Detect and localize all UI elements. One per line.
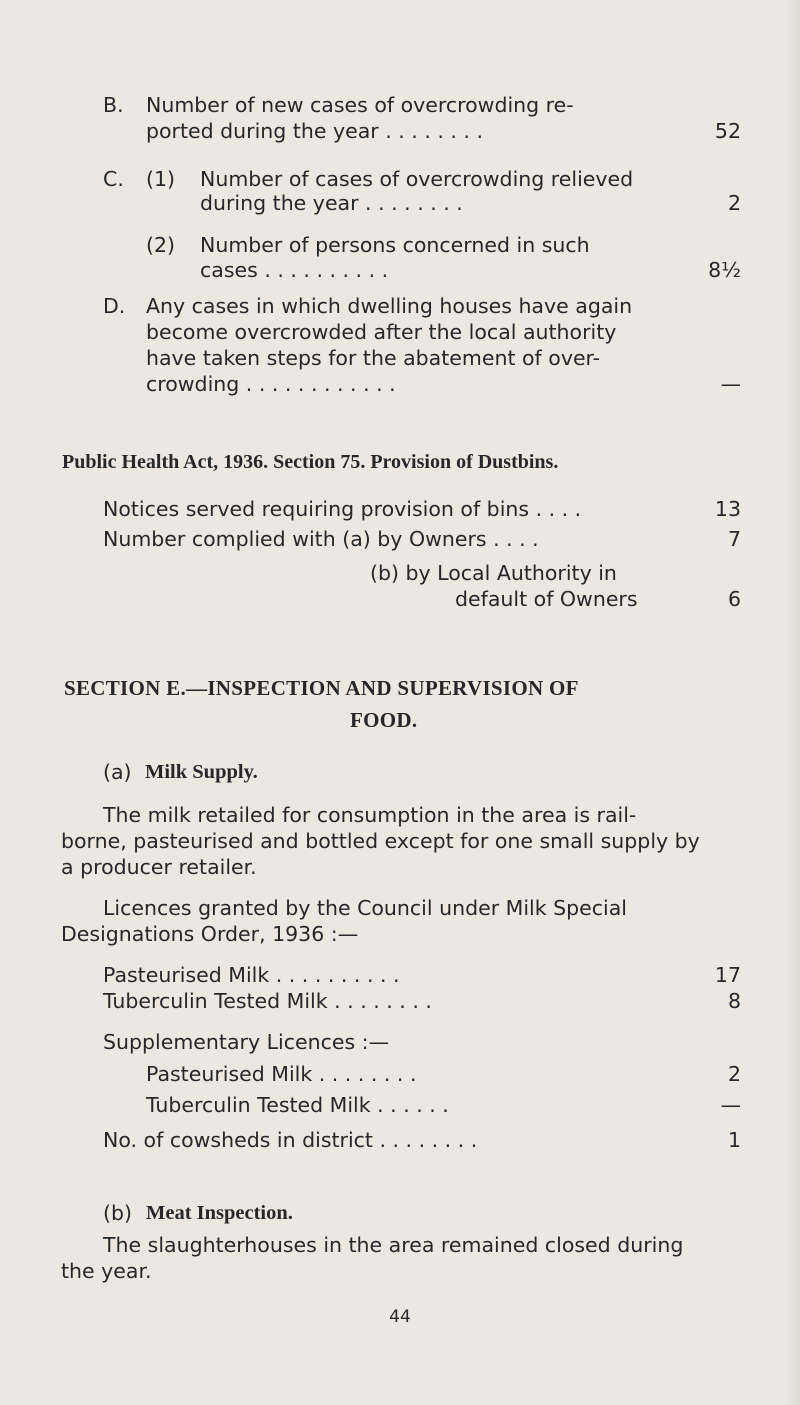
page-number: 44 [389, 1307, 411, 1327]
milk-label: (a) [103, 760, 132, 784]
section-e-title-line1: SECTION E.—INSPECTION AND SUPERVISION OF [64, 676, 579, 700]
section-e-title-line2: FOOD. [350, 708, 418, 732]
tuberculin-value: 8 [727, 989, 741, 1013]
item-d-value: — [720, 372, 741, 396]
item-d-line3: have taken steps for the abatement of over- [146, 346, 601, 370]
page-edge-shadow [786, 0, 800, 1405]
sup-tuberculin-value: — [720, 1093, 741, 1117]
tuberculin-label: Tuberculin Tested Milk . . . . . . . . [103, 989, 432, 1013]
item-d-line2: become overcrowded after the local authority [146, 320, 617, 344]
item-b-letter: B. [103, 93, 124, 117]
dustbins-heading: Public Health Act, 1936. Section 75. Provision of Dustbins. [62, 451, 559, 473]
authority-line1: (b) by Local Authority in [370, 561, 617, 585]
notices-value: 13 [714, 497, 741, 521]
meat-para-line2: the year. [61, 1259, 152, 1283]
item-c2-line2: cases . . . . . . . . . . [200, 258, 389, 282]
item-c-letter: C. [103, 167, 124, 191]
licence-line1: Licences granted by the Council under Milk Special [103, 896, 627, 920]
item-d-line4: crowding . . . . . . . . . . . . [146, 372, 396, 396]
meat-para-line1: The slaughterhouses in the area remained closed during [103, 1233, 684, 1257]
item-c1-number: (1) [146, 167, 176, 191]
item-c2-value: 8½ [708, 258, 741, 282]
milk-heading: Milk Supply. [145, 761, 258, 783]
notices-label: Notices served requiring provision of bins . . . . [103, 497, 582, 521]
milk-para-line3: a producer retailer. [61, 855, 257, 879]
item-b-line1: Number of new cases of overcrowding re- [146, 93, 574, 117]
item-c1-line1: Number of cases of overcrowding relieved [200, 167, 634, 191]
authority-value: 6 [727, 587, 741, 611]
pasteurised-value: 17 [714, 963, 741, 987]
cowsheds-value: 1 [727, 1128, 741, 1152]
milk-para-line2: borne, pasteurised and bottled except for one small supply by [61, 829, 700, 853]
item-c1-line2: during the year . . . . . . . . [200, 191, 463, 215]
supplementary-label: Supplementary Licences :— [103, 1030, 390, 1054]
item-b-line2: ported during the year . . . . . . . . [146, 119, 483, 143]
item-d-line1: Any cases in which dwelling houses have again [146, 294, 633, 318]
pasteurised-label: Pasteurised Milk . . . . . . . . . . [103, 963, 400, 987]
item-b-value: 52 [714, 119, 741, 143]
item-c1-value: 2 [727, 191, 741, 215]
item-d-letter: D. [103, 294, 126, 318]
owners-value: 7 [727, 527, 741, 551]
milk-para-line1: The milk retailed for consumption in the area is rail- [103, 803, 637, 827]
sup-pasteurised-value: 2 [727, 1062, 741, 1086]
sup-pasteurised-label: Pasteurised Milk . . . . . . . . [146, 1062, 417, 1086]
sup-tuberculin-label: Tuberculin Tested Milk . . . . . . [146, 1093, 449, 1117]
item-c2-line1: Number of persons concerned in such [200, 233, 590, 257]
licence-line2: Designations Order, 1936 :— [61, 922, 359, 946]
meat-heading: Meat Inspection. [146, 1202, 293, 1224]
authority-line2: default of Owners [455, 587, 638, 611]
meat-label: (b) [103, 1201, 133, 1225]
cowsheds-label: No. of cowsheds in district . . . . . . . . [103, 1128, 478, 1152]
owners-label: Number complied with (a) by Owners . . . . [103, 527, 539, 551]
item-c2-number: (2) [146, 233, 176, 257]
